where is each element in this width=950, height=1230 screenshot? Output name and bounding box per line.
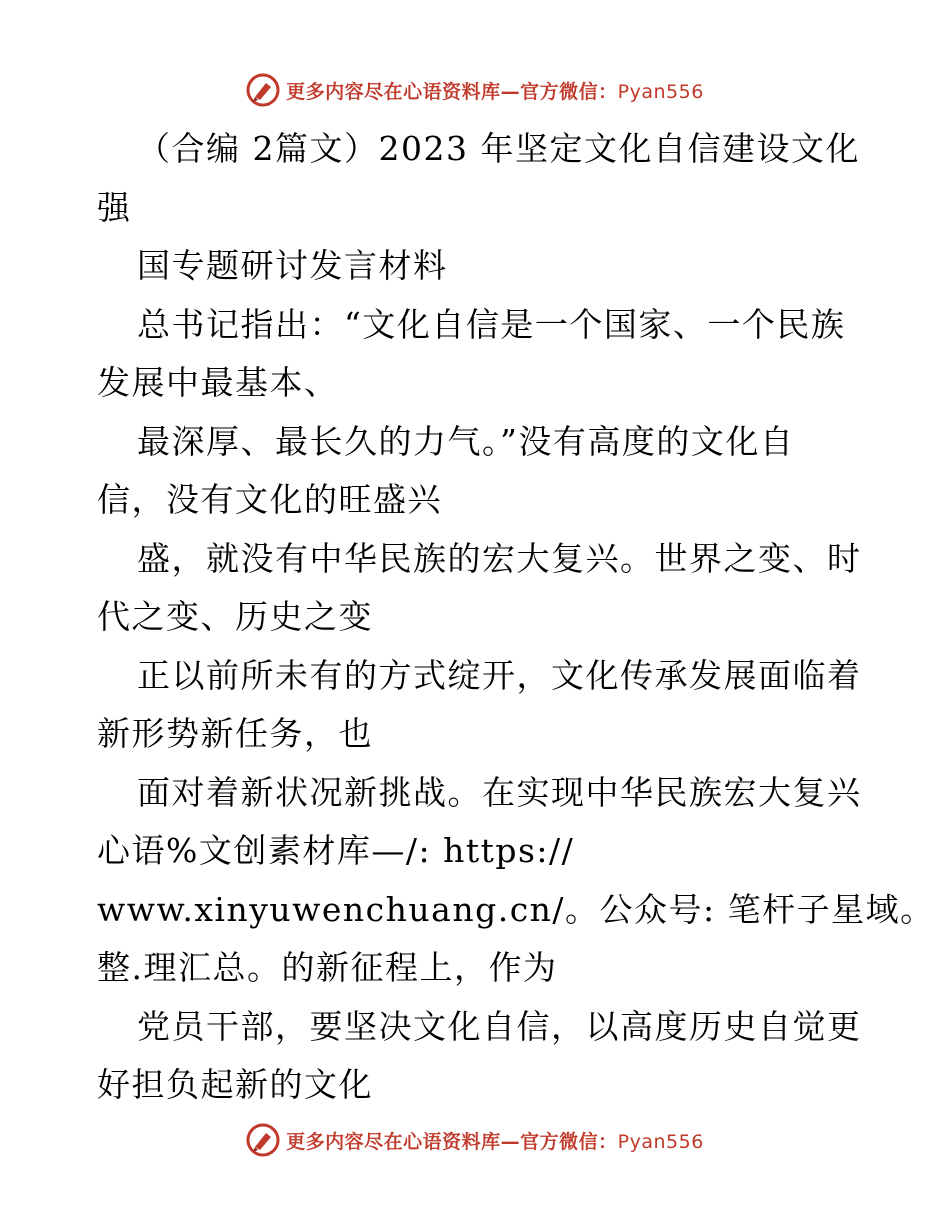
text-line: 盛，就没有中华民族的宏大复兴。世界之变、时 [137,538,862,578]
text-line: 好担负起新的文化 [97,1065,373,1104]
wechat-id: Pyan556 [617,80,704,103]
text-line: 代之变、历史之变 [97,597,373,636]
banner-text [286,77,704,104]
text-line: （合编 2篇文）2023 年坚定文化自信建设文化 [137,129,860,168]
text-line: 整.理汇总。的新征程上，作为 [97,948,558,987]
text-line: 总书记指出：“文化自信是一个国家、一个民族 [137,304,846,344]
text-line: 信，没有文化的旺盛兴 [97,480,442,519]
banner-text [286,1127,704,1154]
text-line: 党员干部，要坚决文化自信，以高度历史自觉更 [137,1006,862,1046]
text-line: 面对着新状况新挑战。在实现中华民族宏大复兴 [137,772,862,812]
header-banner [0,68,950,112]
logo-icon [246,1123,280,1157]
banner-label: 更多内容尽在心语资料库—官方微信： [286,1130,618,1153]
document-body [97,120,935,1115]
text-line: 发展中最基本、 [97,363,339,402]
text-line: 最深厚、最长久的力气。”没有高度的文化自 [137,421,795,461]
footer-banner [0,1118,950,1162]
text-line: 正以前所未有的方式绽开，文化传承发展面临着 [137,655,862,695]
text-line: 心语%文创素材库—/: https:// [97,831,575,870]
text-line: 国专题研讨发言材料 [137,246,448,285]
banner-label: 更多内容尽在心语资料库—官方微信： [286,80,618,103]
text-line: 新形势新任务，也 [97,714,373,753]
text-line: www.xinyuwenchuang.cn/。公众号: 笔杆子星域。 [97,889,935,929]
wechat-id: Pyan556 [617,1130,704,1153]
text-line: 强 [97,187,132,227]
logo-icon [246,73,280,107]
